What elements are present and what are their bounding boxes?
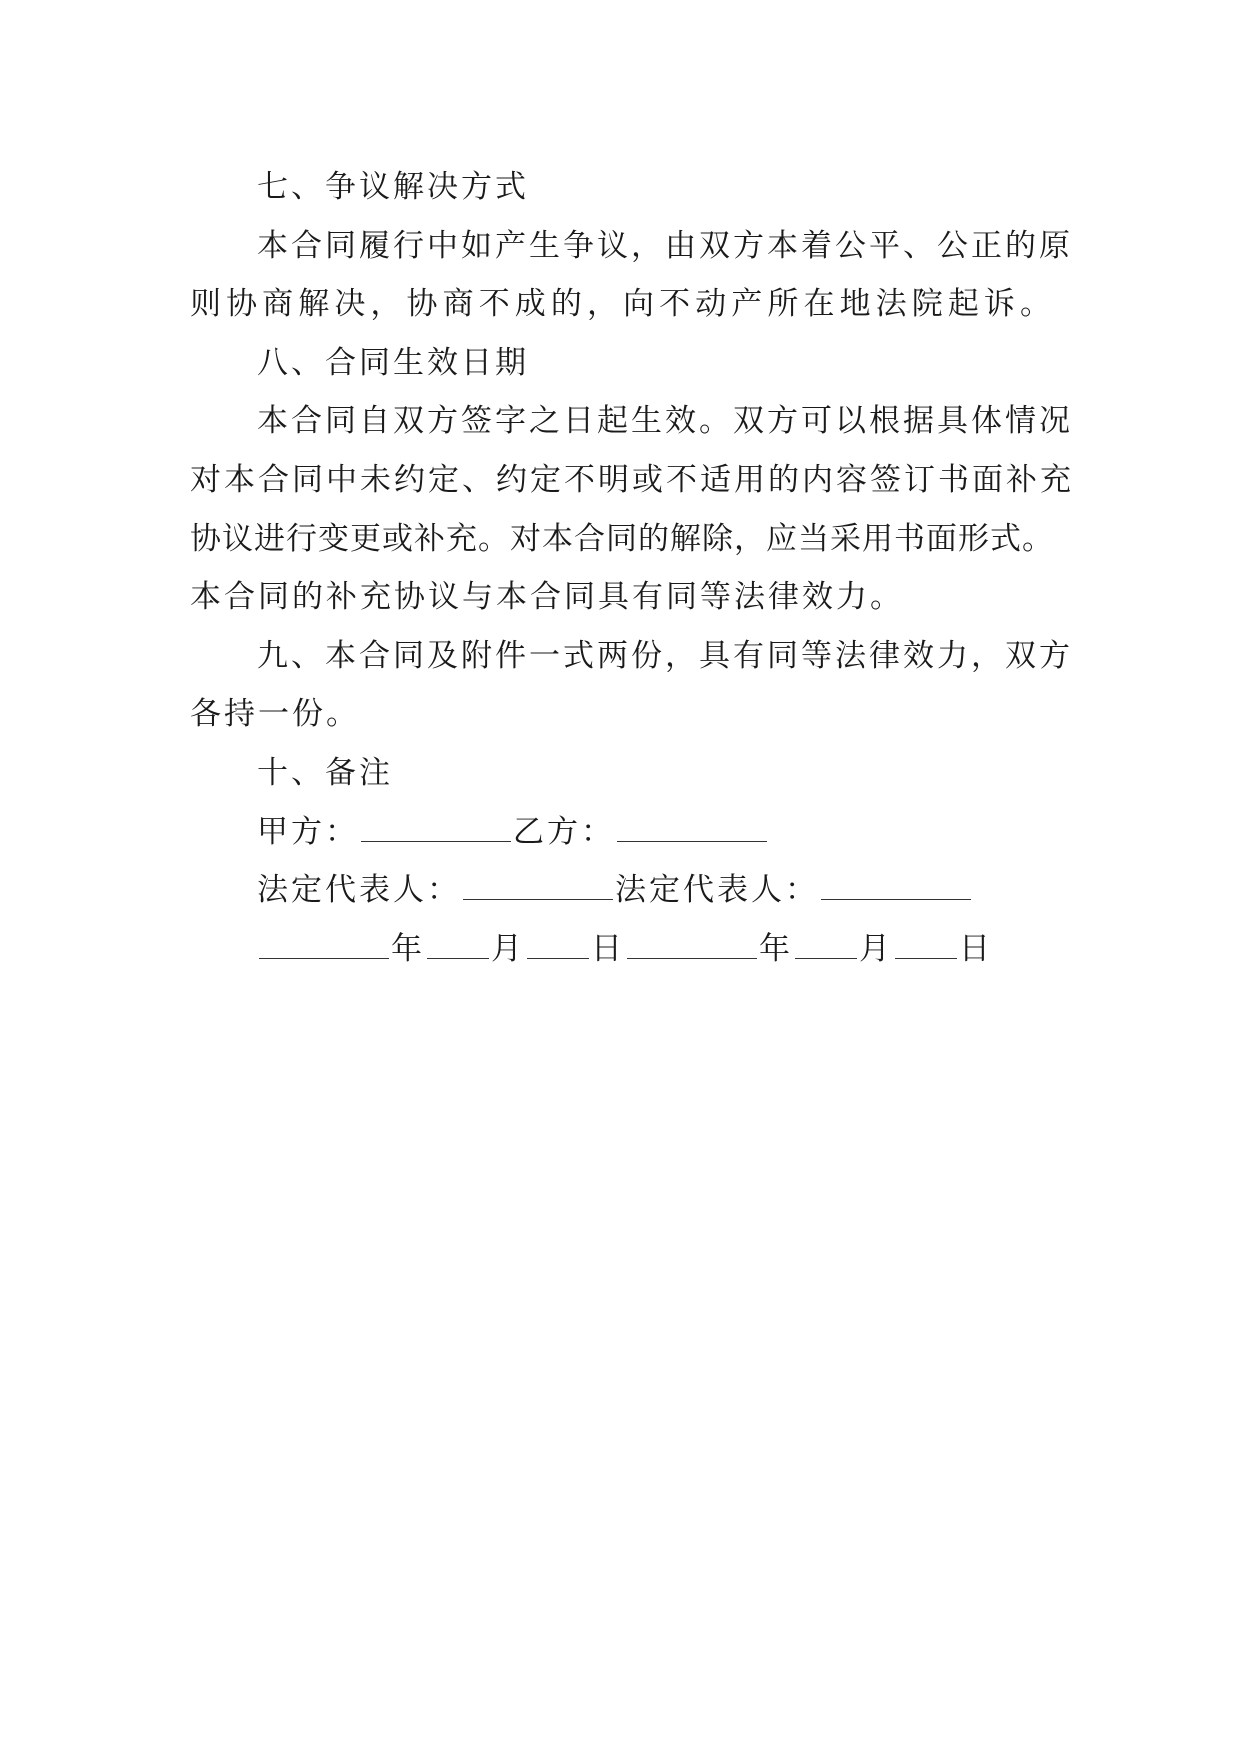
date-a-day-blank	[527, 932, 589, 959]
section-8-text-line-3: 协议进行变更或补充。对本合同的解除，应当采用书面形式。	[190, 520, 1054, 557]
document-body	[190, 158, 1074, 978]
section-8-heading: 八、合同生效日期	[257, 344, 529, 381]
section-8-text-line-4: 本合同的补充协议与本合同具有同等法律效力。	[190, 579, 904, 616]
section-8-text-line-2: 对本合同中未约定、约定不明或不适用的内容签订书面补充	[190, 461, 1074, 498]
date-b-year-blank	[627, 932, 757, 959]
date-b-day-blank	[895, 932, 957, 959]
rep-a-label: 法定代表人：	[257, 872, 461, 909]
party-a-blank	[361, 815, 511, 842]
section-7-text-line-2: 则协商解决，协商不成的，向不动产所在地法院起诉。	[190, 286, 1054, 323]
date-a-year-blank	[259, 932, 389, 959]
party-signature-row	[190, 803, 1054, 862]
date-a-day-label: 日	[591, 930, 625, 967]
section-9-text-line-2: 各持一份。	[190, 696, 360, 733]
section-8-text-line-1: 本合同自双方签字之日起生效。双方可以根据具体情况	[257, 403, 1073, 440]
date-b-year-label: 年	[759, 930, 793, 967]
rep-b-label: 法定代表人：	[615, 872, 819, 909]
date-b-month-label: 月	[859, 930, 893, 967]
date-b-month-blank	[795, 932, 857, 959]
date-row	[190, 920, 1054, 979]
date-a-year-label: 年	[391, 930, 425, 967]
date-a-month-blank	[427, 932, 489, 959]
date-a-month-label: 月	[491, 930, 525, 967]
representative-signature-row	[190, 861, 1054, 920]
party-a-label: 甲方：	[257, 813, 359, 850]
rep-a-blank	[463, 873, 613, 900]
section-7-text-line-1: 本合同履行中如产生争议，由双方本着公平、公正的原	[257, 227, 1073, 264]
date-b-day-label: 日	[959, 930, 993, 967]
section-10-heading: 十、备注	[257, 754, 393, 791]
party-b-blank	[617, 815, 767, 842]
section-9-text-line-1: 九、本合同及附件一式两份，具有同等法律效力，双方	[257, 637, 1073, 674]
rep-b-blank	[821, 873, 971, 900]
section-7-heading: 七、争议解决方式	[257, 169, 529, 205]
party-b-label: 乙方：	[513, 813, 615, 850]
